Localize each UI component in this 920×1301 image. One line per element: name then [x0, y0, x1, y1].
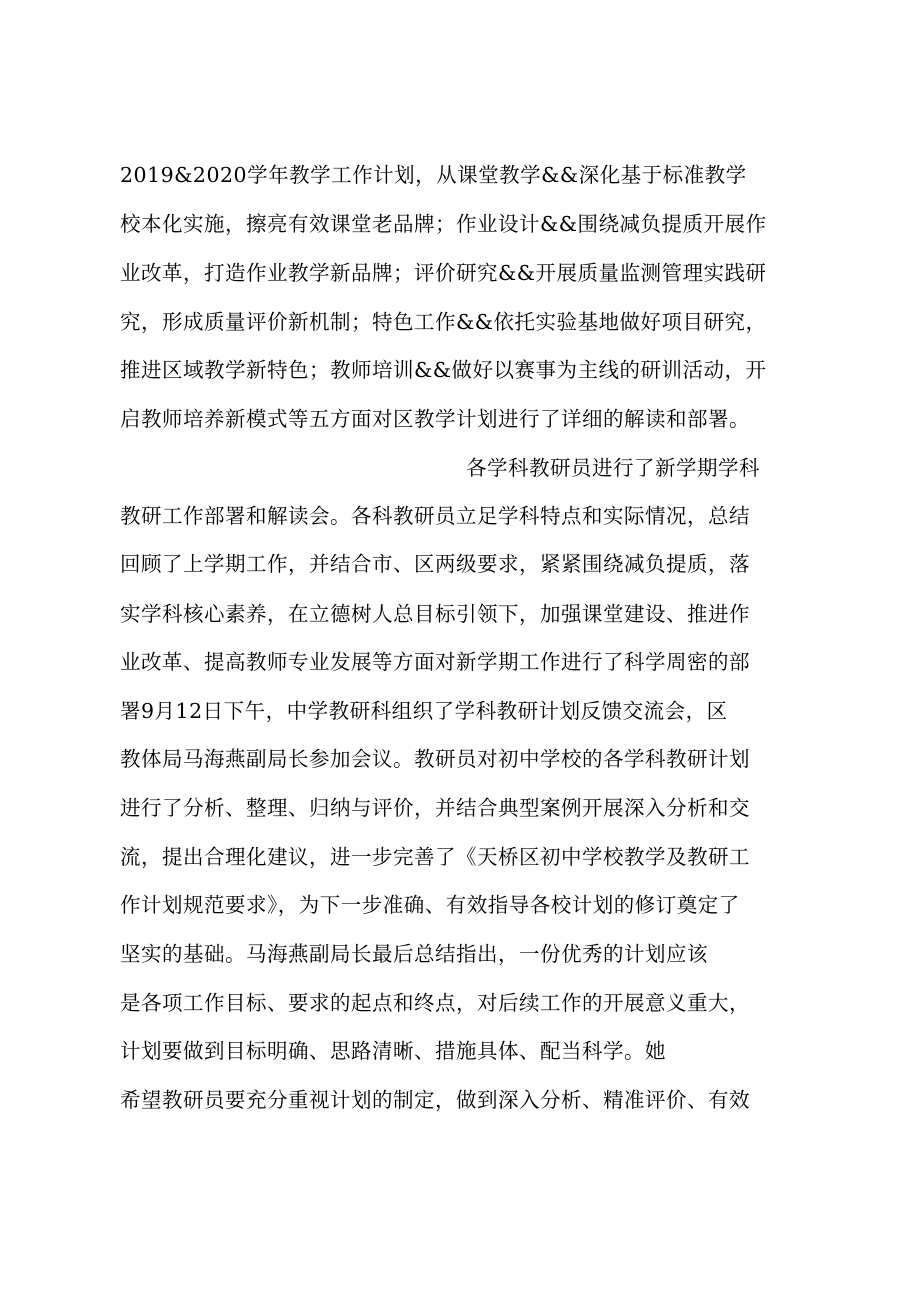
text-line: 进行了分析、整理、归纳与评价，并结合典型案例开展深入分析和交	[120, 796, 750, 820]
text-line: 计划要做到目标明确、思路清晰、措施具体、配当科学。她	[120, 1039, 666, 1063]
text-line: 希望教研员要充分重视计划的制定，做到深入分析、精准评价、有效	[120, 1088, 750, 1112]
text-line: 实学科核心素养，在立德树人总目标引领下，加强课堂建设、推进作	[120, 602, 750, 626]
text-line: 教研工作部署和解读会。各科教研员立足学科特点和实际情况，总结	[120, 504, 750, 528]
text-line: 校本化实施，擦亮有效课堂老品牌；作业设计&&围绕减负提质开展作	[120, 212, 767, 236]
text-line: 署9月12日下午，中学教研科组织了学科教研计划反馈交流会，区	[120, 699, 728, 723]
text-line: 启教师培养新模式等五方面对区教学计划进行了详细的解读和部署。	[120, 407, 750, 431]
text-line: 坚实的基础。马海燕副局长最后总结指出，一份优秀的计划应该	[120, 942, 708, 966]
text-line: 教体局马海燕副局长参加会议。教研员对初中学校的各学科教研计划	[120, 747, 750, 771]
text-line: 2019&2020学年教学工作计划，从课堂教学&&深化基于标准教学	[120, 163, 747, 187]
text-line: 各学科教研员进行了新学期学科	[466, 456, 760, 480]
text-line: 作计划规范要求》，为下一步准确、有效指导各校计划的修订奠定了	[120, 893, 740, 917]
text-line: 流，提出合理化建议，进一步完善了《天桥区初中学校教学及教研工	[120, 845, 750, 869]
text-line: 是各项工作目标、要求的起点和终点，对后续工作的开展意义重大，	[120, 991, 750, 1015]
text-line: 业改革，打造作业教学新品牌；评价研究&&开展质量监测管理实践研	[120, 261, 767, 285]
text-line: 推进区域教学新特色；教师培训&&做好以赛事为主线的研训活动，开	[120, 358, 767, 382]
text-line: 究，形成质量评价新机制；特色工作&&依托实验基地做好项目研究，	[120, 310, 767, 334]
text-line: 业改革、提高教师专业发展等方面对新学期工作进行了科学周密的部	[120, 650, 750, 674]
text-line: 回顾了上学期工作，并结合市、区两级要求，紧紧围绕减负提质，落	[120, 552, 750, 576]
